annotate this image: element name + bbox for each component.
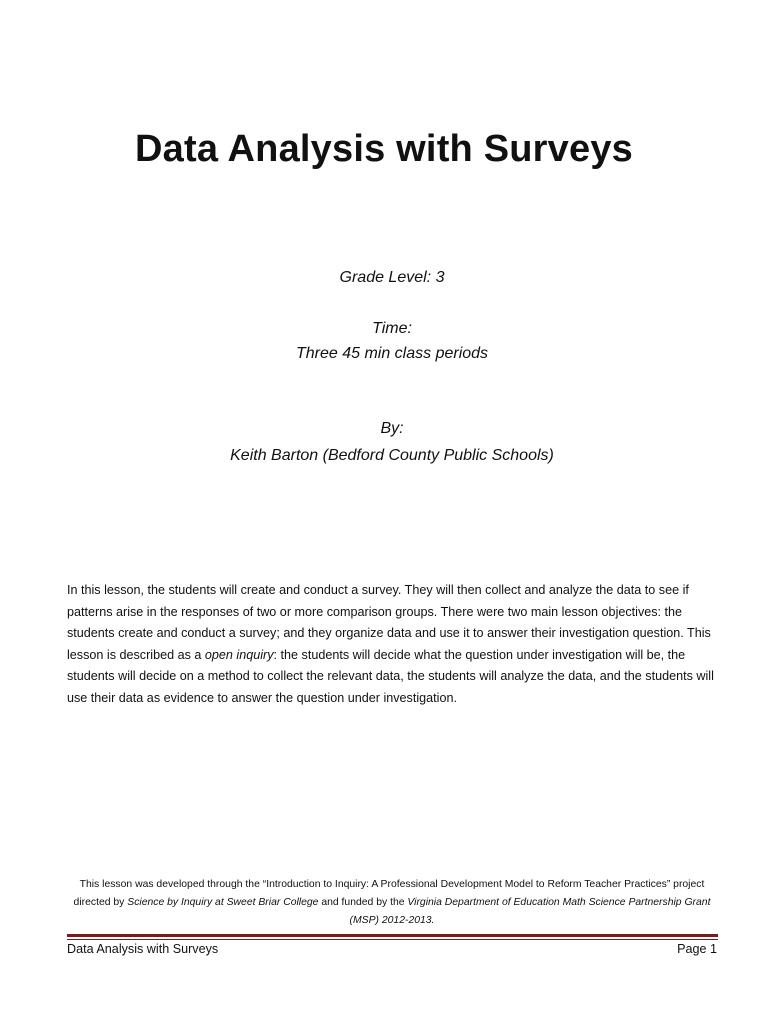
- credits-text-part1: This lesson was developed through the “Introduction to Inquiry: A Professional Development Model to Reform Teacher Practices” project directed by: [73, 879, 705, 908]
- footer-rule-thick: [67, 934, 718, 937]
- footer-rule-thin: [67, 939, 718, 940]
- grade-level: Grade Level: 3: [339, 269, 445, 286]
- intro-emphasis: open inquiry: [204, 647, 274, 662]
- credits-text-part2: and funded by the: [318, 897, 408, 908]
- footer-document-title: Data Analysis with Surveys: [67, 942, 219, 956]
- intro-text-part2: : the students will decide what the question under investigation will be, the students will decide on a method to collect the relevant data, the students will analyze the data, and the students will use their data as evidence to answer the question under investigation.: [67, 647, 714, 705]
- intro-paragraph: [67, 580, 727, 710]
- intro-text-part1: In this lesson, the students will create and conduct a survey. They will then collect and analyze the data to see if patterns arise in the responses of two or more comparison groups. There were two main lesson objectives: the students create and conduct a survey; and they organize data and use it to answer their investigation question. This lesson is described as a: [67, 583, 711, 662]
- time-value: Three 45 min class periods: [295, 345, 489, 362]
- time-label: Time:: [372, 320, 412, 337]
- author-name: Keith Barton (Bedford County Public Schools): [230, 447, 554, 464]
- credits-note: [67, 876, 717, 930]
- credits-funder: Virginia Department of Education Math Science Partnership Grant (MSP) 2012-2013.: [349, 897, 711, 926]
- document-title: Data Analysis with Surveys: [135, 128, 633, 170]
- footer-page-number: Page 1: [677, 942, 717, 956]
- author-label: By:: [380, 420, 404, 437]
- credits-director: Science by Inquiry at Sweet Briar College: [127, 897, 319, 908]
